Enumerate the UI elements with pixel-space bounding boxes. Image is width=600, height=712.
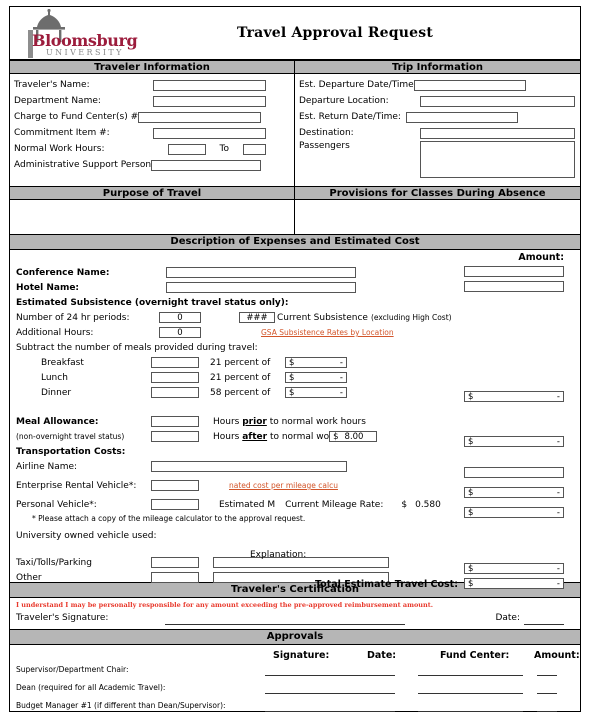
other-label: Other (16, 572, 42, 583)
commitment-item-input[interactable] (153, 128, 266, 139)
personal-vehicle-input[interactable] (151, 499, 199, 510)
approval-fundcenter-line-1[interactable] (418, 674, 523, 676)
approval-signature-line-1[interactable] (265, 674, 395, 676)
explanation-label: Explanation: (250, 550, 307, 560)
expenses-heading: Description of Expenses and Estimated Cost (10, 234, 580, 250)
other-amount (464, 563, 564, 574)
hours-after-bold: after (242, 431, 268, 442)
meal-allowance-amount (464, 436, 564, 447)
destination-input[interactable] (420, 128, 575, 139)
transportation-heading: Transportation Costs: (16, 446, 126, 457)
certification-disclaimer: I understand I may be personally responsible for any amount exceeding the pre-approved reimbursement amount. (16, 601, 434, 609)
fund-center-label: Charge to Fund Center(s) # (14, 112, 139, 122)
department-name-label: Department Name: (14, 96, 101, 106)
purpose-of-travel-heading: Purpose of Travel (10, 186, 295, 200)
amount-column-header: Amount: (518, 252, 564, 263)
meal-rate-symbol: $ (333, 431, 339, 442)
gsa-rates-link[interactable]: GSA Subsistence Rates by Location (261, 328, 394, 337)
university-vehicle-label: University owned vehicle used: (16, 530, 157, 541)
work-hours-end-input[interactable] (243, 144, 266, 155)
meal-allowance-label: Meal Allowance: (16, 416, 99, 427)
subsistence-heading-row (10, 295, 580, 310)
purpose-provisions-bodies (10, 200, 580, 234)
conference-name-input[interactable] (166, 267, 356, 278)
subsistence-note: Current Subsistence (277, 312, 368, 323)
mileage-rate-value: 0.580 (415, 499, 441, 510)
total-amount-symbol: $ (468, 578, 474, 589)
departure-datetime-row (295, 77, 580, 93)
enterprise-rental-amount (464, 487, 564, 498)
admin-support-input[interactable] (151, 160, 261, 171)
approval-row-label-budget-manager: Budget Manager #1 (if different than Dean/Supervisor): (16, 701, 226, 710)
personal-vehicle-amount (464, 507, 564, 518)
approvals-col-fund-center: Fund Center: (440, 650, 510, 661)
university-vehicle-row (10, 528, 580, 543)
passengers-input[interactable] (420, 141, 575, 178)
subsistence-total-amount (464, 391, 564, 402)
dinner-amount-value: - (339, 387, 343, 398)
subsistence-rate-field[interactable]: ### (239, 312, 275, 323)
breakfast-row (10, 355, 580, 370)
return-datetime-label: Est. Return Date/Time: (299, 112, 401, 122)
logo-subtitle: UNIVERSITY (46, 48, 124, 57)
hours-prior-label (213, 417, 366, 427)
work-hours-start-input[interactable] (168, 144, 206, 155)
approval-signature-line-2[interactable] (265, 692, 395, 694)
section-headers-row (10, 60, 580, 74)
estimated-miles-label: Estimated M (219, 499, 276, 510)
lunch-count-input[interactable] (151, 372, 199, 383)
traveler-signature-line[interactable] (165, 624, 405, 625)
breakfast-amount (285, 357, 347, 368)
additional-hours-label: Additional Hours: (16, 327, 94, 338)
destination-row (295, 125, 580, 141)
breakfast-amount-value: - (339, 357, 343, 368)
mileage-calc-link[interactable]: nated cost per mileage calcu (229, 481, 338, 490)
total-amount-value: - (556, 578, 560, 589)
other-amount-symbol: $ (468, 563, 474, 574)
total-label: Total Estimate Travel Cost: (314, 579, 458, 590)
departure-location-row (295, 93, 580, 109)
attach-note: * Please attach a copy of the mileage calculator to the approval request. (32, 513, 306, 523)
enterprise-amount-value: - (556, 487, 560, 498)
conference-amount-input[interactable] (464, 266, 564, 277)
total-amount (464, 578, 564, 589)
form-container (9, 6, 581, 712)
subsistence-total-value: - (556, 391, 560, 402)
approvals-panel (10, 645, 580, 711)
breakfast-label: Breakfast (41, 357, 84, 368)
trip-information-heading: Trip Information (295, 60, 580, 74)
hours-after-pre: Hours (213, 431, 243, 442)
approval-amount-line-2[interactable] (537, 692, 557, 694)
departure-datetime-label: Est. Departure Date/Time (299, 80, 414, 90)
return-datetime-row (295, 109, 580, 125)
traveler-information-heading: Traveler Information (10, 60, 295, 74)
approval-row-label-dean: Dean (required for all Academic Travel): (16, 683, 166, 692)
department-name-row (10, 93, 294, 109)
traveler-name-label: Traveler's Name: (14, 80, 90, 90)
traveler-name-row (10, 77, 294, 93)
hotel-name-input[interactable] (166, 282, 356, 293)
logo-wordmark: Bloomsburg (32, 31, 138, 50)
meal-rate-field (329, 431, 377, 442)
approvals-heading: Approvals (10, 629, 580, 645)
meal-allowance-row-1 (10, 414, 580, 429)
traveler-signature-label: Traveler's Signature: (16, 613, 109, 623)
traveler-information-panel (10, 74, 295, 186)
normal-work-hours-label: Normal Work Hours: (14, 144, 105, 154)
commitment-item-label: Commitment Item #: (14, 128, 110, 138)
personal-amount-value: - (556, 507, 560, 518)
hotel-name-label: Hotel Name: (16, 282, 80, 293)
meal-allowance-amount-value: - (556, 436, 560, 447)
department-name-input[interactable] (153, 96, 266, 107)
trip-information-panel (295, 74, 580, 186)
meal-allowance-amount-symbol: $ (468, 436, 474, 447)
subsistence-total-symbol: $ (468, 391, 474, 402)
hours-prior-bold: prior (242, 416, 267, 427)
periods-row (10, 310, 580, 325)
airline-amount-input[interactable] (464, 467, 564, 478)
lunch-currency-symbol: $ (289, 372, 295, 383)
passengers-row (295, 141, 580, 178)
normal-work-hours-row (10, 141, 294, 157)
meal-allowance-prior-input[interactable] (151, 416, 199, 427)
subsistence-note-2: (excluding High Cost) (370, 313, 452, 322)
traveler-date-line[interactable] (524, 624, 564, 625)
return-datetime-input[interactable] (406, 112, 518, 123)
dinner-percent-label: 58 percent of (210, 387, 271, 398)
conference-name-label: Conference Name: (16, 267, 110, 278)
certification-panel (10, 598, 580, 629)
form-header (10, 7, 580, 60)
certification-heading: Traveler's Certification (10, 582, 580, 598)
purpose-of-travel-textarea[interactable] (10, 200, 295, 234)
additional-hours-row (10, 325, 580, 340)
enterprise-amount-symbol: $ (468, 487, 474, 498)
personal-vehicle-label: Personal Vehicle*: (16, 499, 97, 510)
fund-center-input[interactable] (138, 112, 261, 123)
hours-after-label (213, 432, 329, 442)
passengers-label: Passengers (299, 141, 350, 151)
approvals-col-signature: Signature: (273, 650, 330, 661)
periods-input[interactable]: 0 (159, 312, 201, 323)
work-hours-to-label: To (219, 144, 229, 154)
traveler-date-label: Date: (495, 613, 520, 623)
hours-after-post: to normal wo (267, 431, 330, 442)
approval-fundcenter-line-2[interactable] (418, 692, 523, 694)
provisions-textarea[interactable] (295, 200, 580, 234)
hours-prior-pre: Hours (213, 416, 243, 427)
meals-heading: Subtract the number of meals provided during travel: (16, 342, 258, 353)
traveler-name-input[interactable] (153, 80, 266, 91)
other-input[interactable] (151, 572, 199, 583)
enterprise-rental-input[interactable] (151, 480, 199, 491)
page-title: Travel Approval Request (237, 25, 433, 41)
dinner-label: Dinner (41, 387, 72, 398)
destination-label: Destination: (299, 128, 354, 138)
other-amount-value: - (556, 563, 560, 574)
university-logo (10, 7, 150, 59)
lunch-percent-label: 21 percent of (210, 372, 271, 383)
mileage-rate-symbol: $ (401, 499, 408, 510)
lunch-label: Lunch (41, 372, 68, 383)
dinner-amount (285, 387, 347, 398)
provisions-heading: Provisions for Classes During Absence (295, 186, 580, 200)
lunch-amount-value: - (339, 372, 343, 383)
info-columns (10, 74, 580, 186)
taxi-tolls-label: Taxi/Tolls/Parking (16, 557, 92, 568)
fund-center-row (10, 109, 294, 125)
subsistence-heading: Estimated Subsistence (overnight travel status only): (16, 297, 289, 308)
airline-label: Airline Name: (16, 461, 78, 472)
meals-heading-row (10, 340, 580, 355)
lunch-amount (285, 372, 347, 383)
approvals-col-date: Date: (367, 650, 397, 661)
breakfast-percent-label: 21 percent of (210, 357, 271, 368)
lunch-row (10, 370, 580, 385)
dinner-currency-symbol: $ (289, 387, 295, 398)
meal-rate-value: 8.00 (344, 431, 364, 442)
approval-amount-line-1[interactable] (537, 674, 557, 676)
additional-hours-input[interactable]: 0 (159, 327, 201, 338)
enterprise-rental-label: Enterprise Rental Vehicle*: (16, 480, 137, 491)
admin-support-label: Administrative Support Person (14, 160, 152, 170)
meal-allowance-after-input[interactable] (151, 431, 199, 442)
commitment-item-row (10, 125, 294, 141)
departure-location-label: Departure Location: (299, 96, 389, 106)
breakfast-currency-symbol: $ (289, 357, 295, 368)
meal-allowance-sublabel: (non-overnight travel status) (16, 432, 125, 441)
approvals-col-amount: Amount: (534, 650, 580, 661)
purpose-provisions-headers (10, 186, 580, 200)
hotel-amount-input[interactable] (464, 281, 564, 292)
taxi-tolls-input[interactable] (151, 557, 199, 568)
departure-datetime-input[interactable] (414, 80, 526, 91)
hours-prior-post: to normal work hours (266, 416, 366, 427)
dinner-count-input[interactable] (151, 387, 199, 398)
admin-support-row (10, 157, 294, 173)
airline-input[interactable] (151, 461, 347, 472)
approval-row-label-supervisor: Supervisor/Department Chair: (16, 665, 129, 674)
personal-amount-symbol: $ (468, 507, 474, 518)
breakfast-count-input[interactable] (151, 357, 199, 368)
periods-label: Number of 24 hr periods: (16, 312, 130, 323)
mileage-rate-label: Current Mileage Rate: (285, 499, 384, 510)
departure-location-input[interactable] (420, 96, 575, 107)
